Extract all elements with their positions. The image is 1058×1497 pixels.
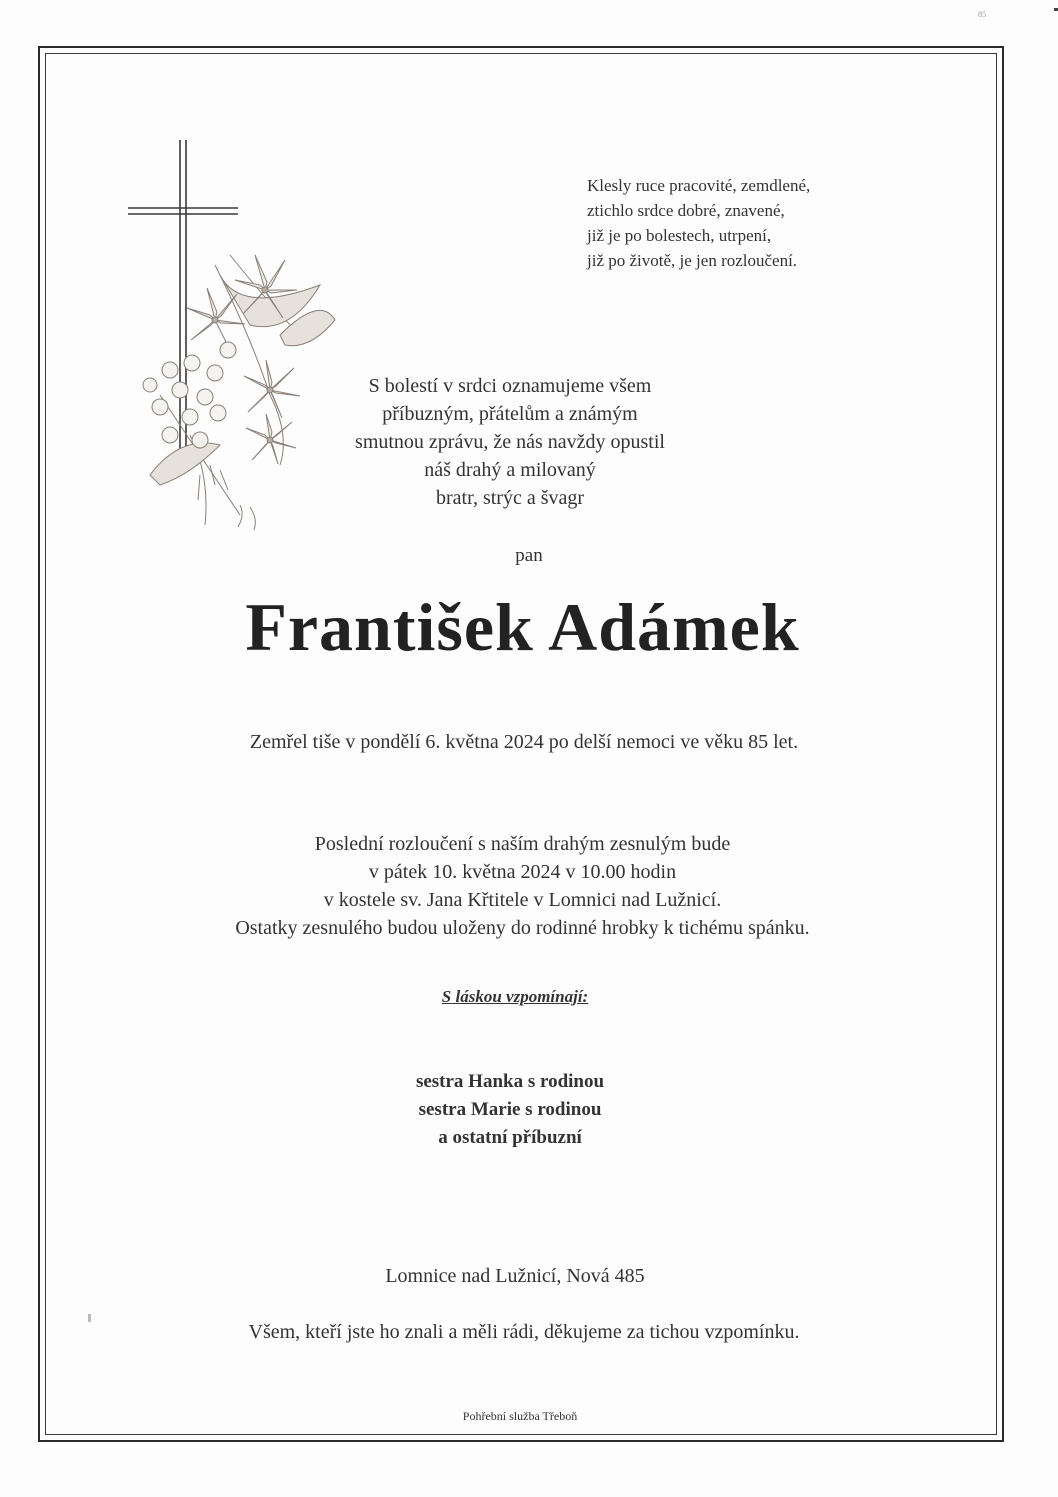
edge-tick <box>1054 8 1058 11</box>
poem-line: již je po bolestech, utrpení, <box>587 226 772 245</box>
salutation: pan <box>515 545 543 566</box>
poem-line: ztichlo srdce dobré, znavené, <box>587 201 785 220</box>
mourners-list <box>0 1068 1020 1152</box>
poem <box>587 173 810 273</box>
funeral-service-footer: Pohřební služba Třeboň <box>462 1409 578 1423</box>
announcement-line: smutnou zprávu, že nás navždy opustil <box>355 431 665 453</box>
announcement-line: příbuzným, přátelům a známým <box>382 403 638 425</box>
thanks-note: Všem, kteří jste ho znali a měli rádi, děkujeme za tichou vzpomínku. <box>248 1321 800 1343</box>
funeral-line: v pátek 10. května 2024 v 10.00 hodin <box>368 861 677 883</box>
funeral-line: Poslední rozloučení s naším drahým zesnulým bude <box>314 833 731 855</box>
death-notice: Zemřel tiše v pondělí 6. května 2024 po delší nemoci ve věku 85 let. <box>249 731 799 753</box>
announcement-line: bratr, strýc a švagr <box>435 487 585 509</box>
mourner: sestra Hanka s rodinou <box>415 1071 605 1092</box>
poem-line: Klesly ruce pracovité, zemdlené, <box>587 176 811 195</box>
mourner: sestra Marie s rodinou <box>418 1099 602 1120</box>
address: Lomnice nad Lužnicí, Nová 485 <box>385 1265 645 1287</box>
remembrance-heading: S láskou vzpomínají: <box>441 987 589 1006</box>
announcement <box>300 372 720 512</box>
funeral-line: v kostele sv. Jana Křtitele v Lomnici nad Lužnicí. <box>323 889 722 911</box>
deceased-name: František Adámek <box>245 589 800 665</box>
announcement-line: S bolestí v srdci oznamujeme všem <box>368 375 652 397</box>
mourner: a ostatní příbuzní <box>438 1127 582 1148</box>
corner-mark: 85 <box>978 10 986 19</box>
announcement-line: náš drahý a milovaný <box>424 459 596 481</box>
poem-line: již po životě, je jen rozloučení. <box>587 251 798 270</box>
funeral-line: Ostatky zesnulého budou uloženy do rodinné hrobky k tichému spánku. <box>235 917 810 939</box>
funeral-details <box>0 830 1045 942</box>
